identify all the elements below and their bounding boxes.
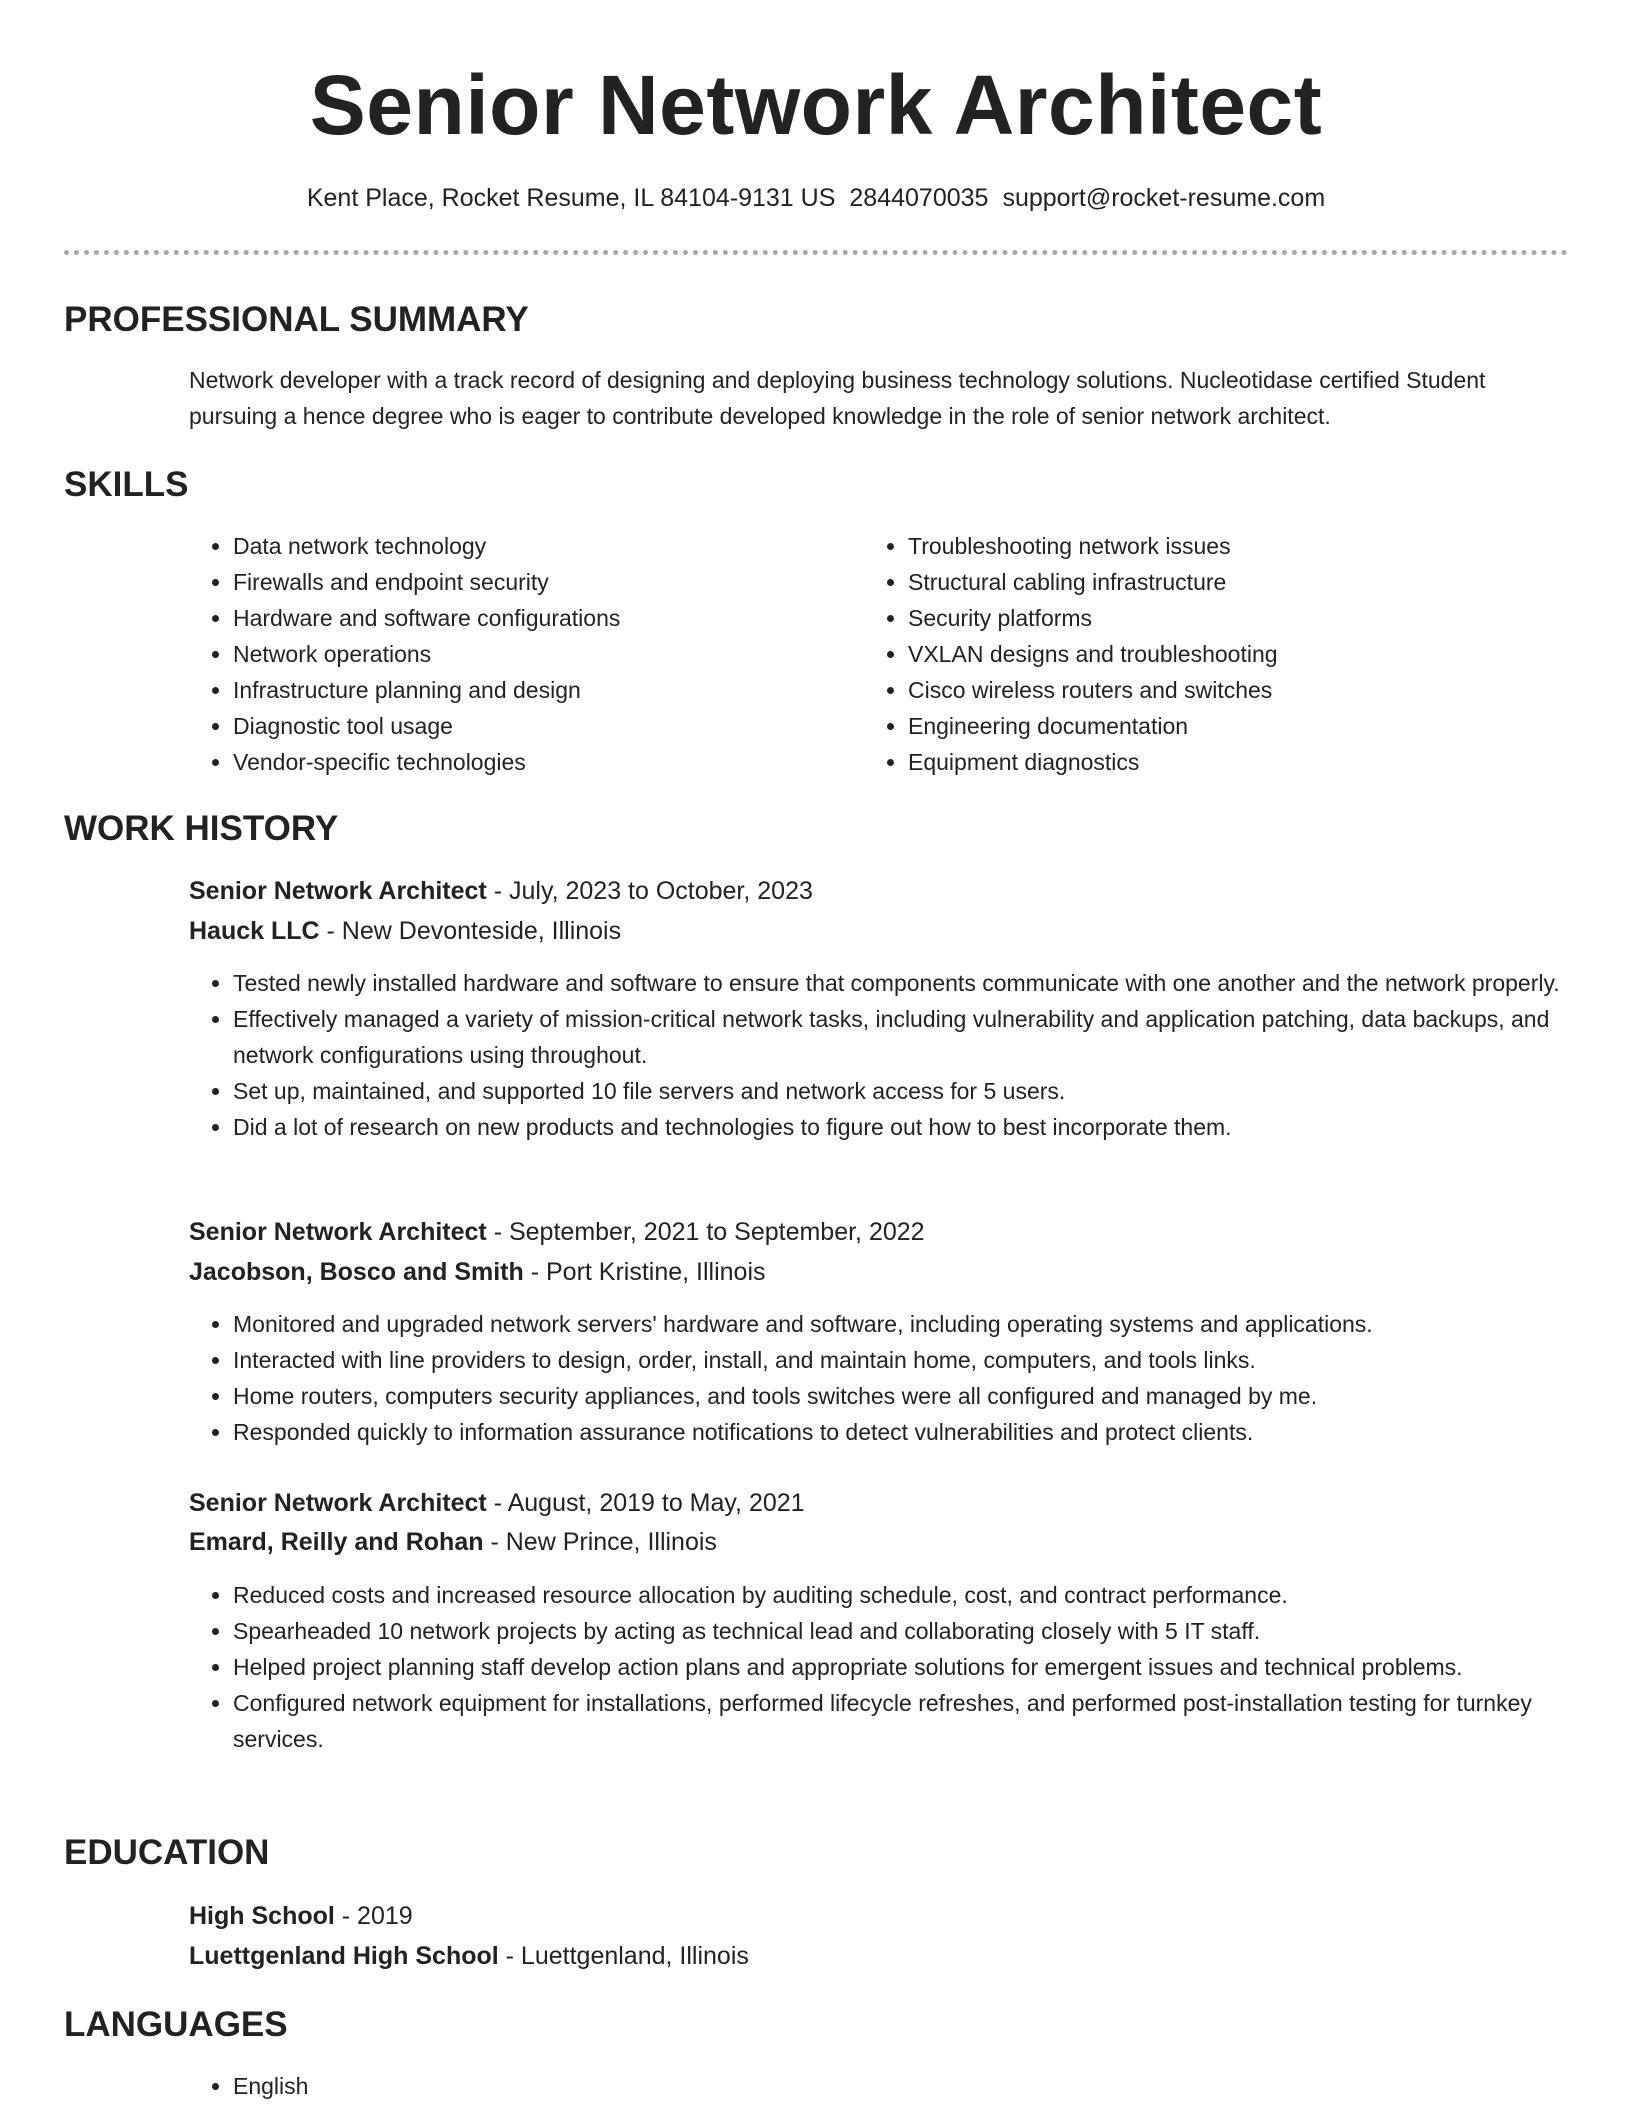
languages-list	[189, 2068, 833, 2104]
skill-item: • Engineering documentation	[908, 708, 1528, 744]
skill-item: • Cisco wireless routers and switches	[908, 672, 1528, 708]
job-title-line	[189, 871, 813, 911]
summary-text: Network developer with a track record of designing and deploying business technology solutions. Nucleotidase certified Student pursuing a hence degree who is eager to contribute developed knowledge in the role of senior network architect.	[189, 367, 1486, 429]
language-item: • English	[233, 2068, 833, 2104]
job-bullet: • Tested newly installed hardware and software to ensure that components communicate with one another and the network properly.	[233, 965, 1623, 1001]
job-company-line	[189, 1522, 717, 1562]
job-bullet: • Responded quickly to information assurance notifications to detect vulnerabilities and protect clients.	[233, 1414, 1623, 1450]
skill-item: • Vendor-specific technologies	[233, 744, 853, 780]
job-dates: - September, 2021 to September, 2022	[486, 1218, 925, 1246]
job-bullet: • Interacted with line providers to design, order, install, and maintain home, computers, and tools links.	[233, 1342, 1623, 1378]
contact-line	[0, 178, 1632, 218]
section-title-languages: LANGUAGES	[64, 2005, 288, 2044]
job-bullet: • Set up, maintained, and supported 10 file servers and network access for 5 users.	[233, 1073, 1623, 1109]
job-role: Senior Network Architect	[189, 1218, 487, 1246]
skills-list-left	[189, 528, 853, 780]
job-company-line	[189, 911, 621, 951]
job-dates: - July, 2023 to October, 2023	[486, 877, 813, 905]
contact-phone: 2844070035	[849, 184, 989, 212]
skill-item: • Infrastructure planning and design	[233, 672, 853, 708]
skill-item: • VXLAN designs and troubleshooting	[908, 636, 1528, 672]
skill-item: • Structural cabling infrastructure	[908, 564, 1528, 600]
education-degree: High School	[189, 1902, 335, 1930]
job-company: Emard, Reilly and Rohan	[189, 1528, 484, 1556]
contact-email: support@rocket-resume.com	[1002, 184, 1326, 212]
job-bullet: • Helped project planning staff develop action plans and appropriate solutions for emergent issues and technical problems.	[233, 1649, 1623, 1685]
job-bullet: • Spearheaded 10 network projects by acting as technical lead and collaborating closely with 5 IT staff.	[233, 1613, 1623, 1649]
job-bullet: • Home routers, computers security appliances, and tools switches were all configured and managed by me.	[233, 1378, 1623, 1414]
job-bullet: • Reduced costs and increased resource allocation by auditing schedule, cost, and contract performance.	[233, 1577, 1623, 1613]
job-role: Senior Network Architect	[189, 1489, 487, 1517]
skill-item: • Hardware and software configurations	[233, 600, 853, 636]
header-divider	[64, 250, 1568, 255]
contact-address: Kent Place, Rocket Resume, IL 84104-9131 US	[306, 184, 836, 212]
job-role: Senior Network Architect	[189, 877, 487, 905]
skill-item: • Network operations	[233, 636, 853, 672]
education-degree-line	[189, 1896, 413, 1936]
job-company: Hauck LLC	[189, 917, 320, 945]
job-company-line	[189, 1252, 766, 1292]
skill-item: • Diagnostic tool usage	[233, 708, 853, 744]
section-title-summary: PROFESSIONAL SUMMARY	[64, 300, 529, 339]
job-location: - New Devonteside, Illinois	[319, 917, 622, 945]
skill-item: • Equipment diagnostics	[908, 744, 1528, 780]
job-bullet: • Monitored and upgraded network servers' hardware and software, including operating systems and applications.	[233, 1306, 1623, 1342]
job-bullets	[189, 1577, 1623, 1757]
job-title-line	[189, 1212, 925, 1252]
job-location: - New Prince, Illinois	[483, 1528, 717, 1556]
job-bullet: • Configured network equipment for installations, performed lifecycle refreshes, and performed post-installation testing for turnkey services.	[233, 1685, 1623, 1757]
resume-name: Senior Network Architect	[309, 58, 1323, 152]
skill-item: • Data network technology	[233, 528, 853, 564]
education-school: Luettgenland High School	[189, 1942, 499, 1970]
section-title-education: EDUCATION	[64, 1833, 270, 1872]
skill-item: • Firewalls and endpoint security	[233, 564, 853, 600]
skills-list-right	[864, 528, 1528, 780]
job-location: - Port Kristine, Illinois	[523, 1258, 766, 1286]
section-title-work: WORK HISTORY	[64, 809, 339, 848]
section-title-skills: SKILLS	[64, 465, 189, 504]
job-title-line	[189, 1483, 805, 1523]
job-bullets	[189, 965, 1623, 1145]
job-bullets	[189, 1306, 1623, 1450]
skill-item: • Troubleshooting network issues	[908, 528, 1528, 564]
job-company: Jacobson, Bosco and Smith	[189, 1258, 524, 1286]
job-bullet: • Effectively managed a variety of mission-critical network tasks, including vulnerability and application patching, data backups, and network configurations using throughout.	[233, 1001, 1623, 1073]
skill-item: • Security platforms	[908, 600, 1528, 636]
job-dates: - August, 2019 to May, 2021	[486, 1489, 805, 1517]
education-location: - Luettgenland, Illinois	[498, 1942, 749, 1970]
education-school-line	[189, 1936, 749, 1976]
education-year: - 2019	[334, 1902, 413, 1930]
job-bullet: • Did a lot of research on new products and technologies to figure out how to best incorporate them.	[233, 1109, 1623, 1145]
